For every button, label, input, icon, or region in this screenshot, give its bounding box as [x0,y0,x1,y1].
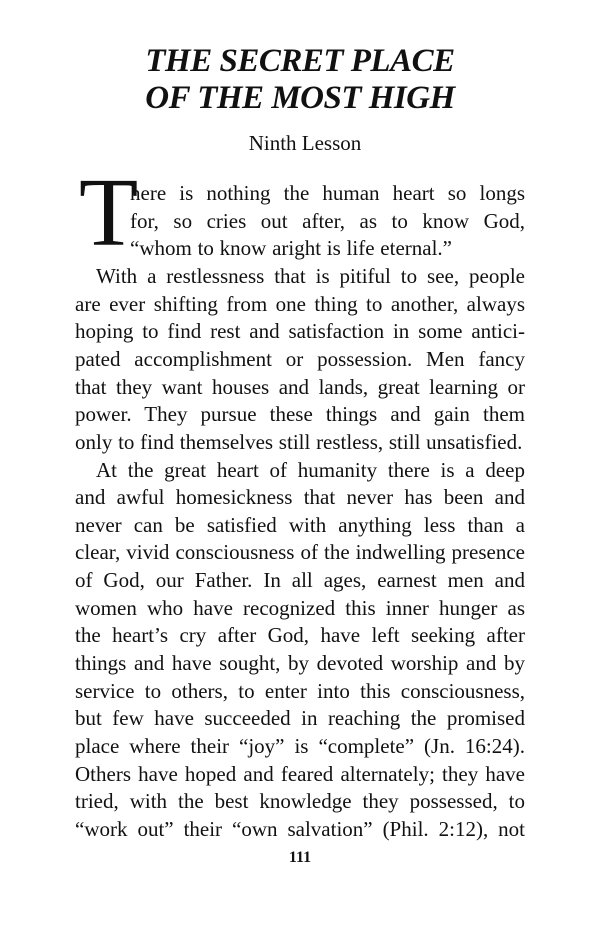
drop-cap: T [79,159,139,266]
text-line: women who have recognized this inner hunger as [75,595,525,620]
text-line: hoping to find rest and satisfaction in some antici- [75,319,525,344]
text-line: “work out” their “own salvation” (Phil. 2:12), not [75,816,525,841]
text-line: that they want houses and lands, great learning or [75,374,525,399]
text-line: here is nothing the human heart so longs [130,181,525,205]
text-line: With a restlessness that is pitiful to see, people [96,263,525,288]
text-line: are ever shifting from one thing to another, always [75,291,525,316]
text-line: Others have hoped and feared alternately; they have [75,761,525,786]
text-line: tried, with the best knowledge they possessed, to [75,789,525,814]
text-line: power. They pursue these things and gain them [75,402,525,427]
page-number: 111 [288,849,312,866]
text-line: and awful homesickness that never has been and [75,485,525,510]
text-line: never can be satisfied with anything less than a [75,512,525,537]
text-line: of God, our Father. In all ages, earnest men and [75,568,525,593]
text-line: the heart’s cry after God, have left seeking after [75,623,525,648]
text-line: At the great heart of humanity there is a deep [96,457,525,482]
text-line: only to find themselves still restless, still unsatisfied. [75,429,523,454]
text-line: clear, vivid consciousness of the indwelling presence [75,540,525,565]
text-line: pated accomplishment or possession. Men fancy [75,346,525,371]
text-line: “whom to know aright is life eternal.” [130,236,452,261]
chapter-title-line-2: OF THE MOST HIGH [145,80,455,116]
text-line: but few have succeeded in reaching the promised [75,706,525,731]
lesson-subtitle: Ninth Lesson [248,131,362,155]
text-line: for, so cries out after, as to know God, [130,208,525,233]
text-line: place where their “joy” is “complete” (Jn. 16:24). [75,734,525,758]
text-line: things and have sought, by devoted worship and by [75,651,525,676]
text-line: service to others, to enter into this consciousness, [75,678,525,703]
chapter-title-line-1: THE SECRET PLACE [145,43,455,79]
